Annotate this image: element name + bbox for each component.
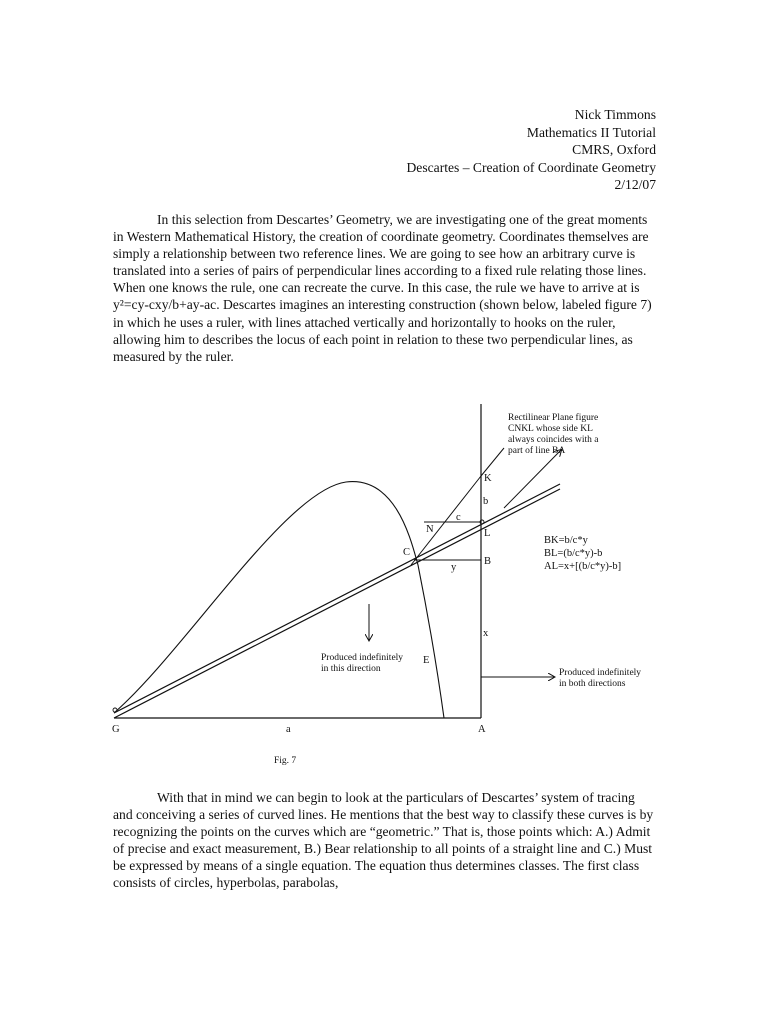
second-paragraph: With that in mind we can begin to look at the particulars of Descartes’ system of tracing and conceiving a series of curved lines. He mentions that the best way to classify these curves is by recognizing the points on the curves which are “geometric.” That is, those points which: A.) Admit of precise and exact measurement, B.) Bear relationship to all points of a straight line and C.) Must be expressed by means of a single equation. The equation thus determines classes. The first class consists of circles, hyperbolas, parabolas, (113, 790, 654, 891)
label-point-c: C (403, 547, 411, 558)
course-name: Mathematics II Tutorial (526, 124, 656, 140)
label-segment-y: y (451, 562, 457, 573)
institution: CMRS, Oxford (572, 142, 656, 157)
figure-caption: Fig. 7 (274, 756, 297, 766)
essay-date: 2/12/07 (614, 177, 656, 192)
line-kn-extension (481, 448, 504, 476)
label-segment-c: c (456, 512, 461, 523)
note-curve-direction: Produced indefinitely in this direction (321, 653, 404, 674)
label-segment-a: a (286, 724, 291, 735)
note-lines-direction: Produced indefinitely in both directions (559, 668, 642, 689)
traced-curve (114, 482, 444, 718)
author-name: Nick Timmons (574, 107, 656, 122)
label-segment-x: x (483, 628, 489, 639)
arrow-plane-note (504, 450, 561, 508)
note-plane-figure: Rectilinear Plane figure CNKL whose side KL always coincides with a part of line BA (508, 413, 599, 456)
label-segment-b: b (483, 496, 489, 507)
label-point-e: E (423, 655, 430, 666)
header-block (406, 106, 656, 194)
label-point-b: B (484, 556, 492, 567)
label-point-a: A (478, 724, 486, 735)
line-kc (411, 476, 481, 565)
ruler-line-1 (114, 484, 560, 713)
figure-7-diagram (106, 400, 666, 780)
label-point-l: L (484, 528, 491, 539)
essay-title: Descartes – Creation of Coordinate Geometry (406, 159, 656, 175)
label-point-k: K (484, 473, 492, 484)
equations-block: BK=b/c*y BL=(b/c*y)-b AL=x+[(b/c*y)-b] (544, 535, 622, 572)
label-point-g: G (112, 724, 120, 735)
intro-paragraph: In this selection from Descartes’ Geometry, we are investigating one of the great moments in Western Mathematical History, the creation of coordinate geometry. Coordinates themselves are simply a relationship between two reference lines. We are going to see how an arbitrary curve is translated into a series of pairs of perpendicular lines according to a fixed rule relating those lines. When one knows the rule, one can recreate the curve. In this case, the rule we have to arrive at is y²=cy-cxy/b+ay-ac. Descartes imagines an interesting construction (shown below, labeled figure 7) in which he uses a ruler, with lines attached vertically and horizontally to hooks on the ruler, allowing him to describes the locus of each point in relation to these two perpendicular lines, as measured by the ruler. (113, 212, 652, 364)
ruler-line-2 (114, 489, 560, 718)
label-point-n: N (426, 524, 434, 535)
